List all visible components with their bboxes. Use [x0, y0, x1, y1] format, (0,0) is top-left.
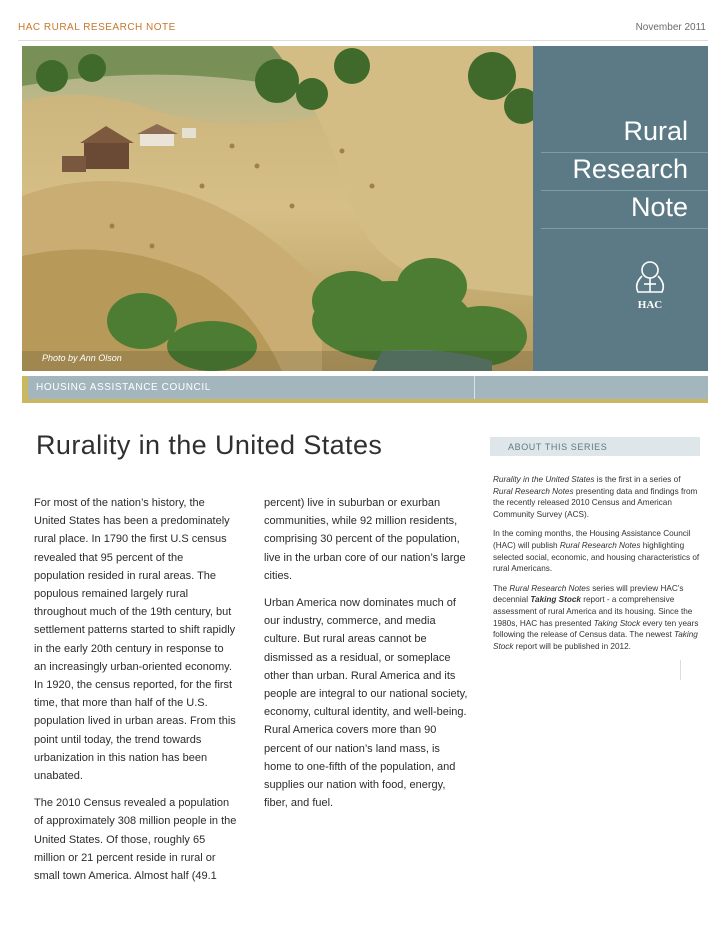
photo-credit: Photo by Ann Olson: [42, 353, 122, 363]
hac-logo-text: HAC: [637, 299, 663, 311]
running-header-left: HAC RURAL RESEARCH NOTE: [18, 22, 176, 33]
series-title-line-3: Note: [630, 192, 688, 222]
series-title-line-2: Research: [572, 154, 688, 184]
hac-logo: [628, 258, 672, 312]
sidebar-edge: [680, 660, 681, 680]
title-rule: [541, 228, 708, 229]
running-header-date: November 2011: [635, 22, 706, 33]
about-paragraph: The Rural Research Notes series will preview HAC’s decennial Taking Stock report - a comprehensive assessment of rural America and its housing. Since the 1980s, HAC has presented Taking Stock every ten years following the release of Census data. The newest Taking Stock report will be published in 2012.: [493, 583, 699, 651]
organization-name: HOUSING ASSISTANCE COUNCIL: [36, 382, 211, 393]
series-title-line-1: Rural: [623, 116, 688, 146]
title-rule: [541, 190, 708, 191]
article-column-1: [34, 494, 237, 894]
article-paragraph: For most of the nation’s history, the United States has been a predominately rural place. In 1790 the first U.S census revealed that 95 percent of the population resided in rural areas. The populous remained largely rural throughout much of the 19th century, but settlement patterns started to shift rapidly in the early 20th century in response to an increasingly urban-oriented economy. In 1920, the census reported, for the first time, that more than half of the U.S. population lived in urban areas. From this point until today, the trend towards urbanization in this nation has been unabated.: [34, 497, 236, 783]
banner-divider: [474, 376, 475, 399]
banner-stripe: [22, 399, 708, 403]
about-series-text: [493, 474, 702, 660]
about-paragraph: In the coming months, the Housing Assistance Council (HAC) will publish Rural Research Notes highlighting selected social, economic, and housing characteristics of rural Americans.: [493, 529, 700, 574]
article-column-2: [264, 494, 468, 821]
title-rule: [541, 152, 708, 153]
about-series-heading: ABOUT THIS SERIES: [508, 442, 608, 452]
article-paragraph: percent) live in suburban or exurban communities, while 92 million residents, comprising 30 percent of the population, live in the urban core of our nation’s large cities.: [264, 497, 466, 582]
about-paragraph: Rurality in the United States is the first in a series of Rural Research Notes presenting data and findings from the recently released 2010 Census and American Community Survey (ACS).: [493, 475, 698, 519]
article-paragraph: The 2010 Census revealed a population of approximately 308 million people in the United States. Of those, roughly 65 million or 21 percent reside in rural or small town America. Almost half (49.1: [34, 797, 237, 883]
series-title-panel: [533, 46, 708, 371]
farm-landscape-image: [22, 46, 533, 371]
article-title: Rurality in the United States: [36, 430, 383, 460]
header-divider: [18, 40, 708, 41]
article-paragraph: Urban America now dominates much of our industry, commerce, and media culture. But rural areas cannot be dismissed as a residual, or someplace other than urban. Rural America and its people are integral to our national society, economy, cultural identity, and well-being. Rural America covers more than 90 percent of our nation’s land mass, is home to one-fifth of the population, and supplies our nation with food, energy, fiber, and fuel.: [264, 597, 468, 810]
